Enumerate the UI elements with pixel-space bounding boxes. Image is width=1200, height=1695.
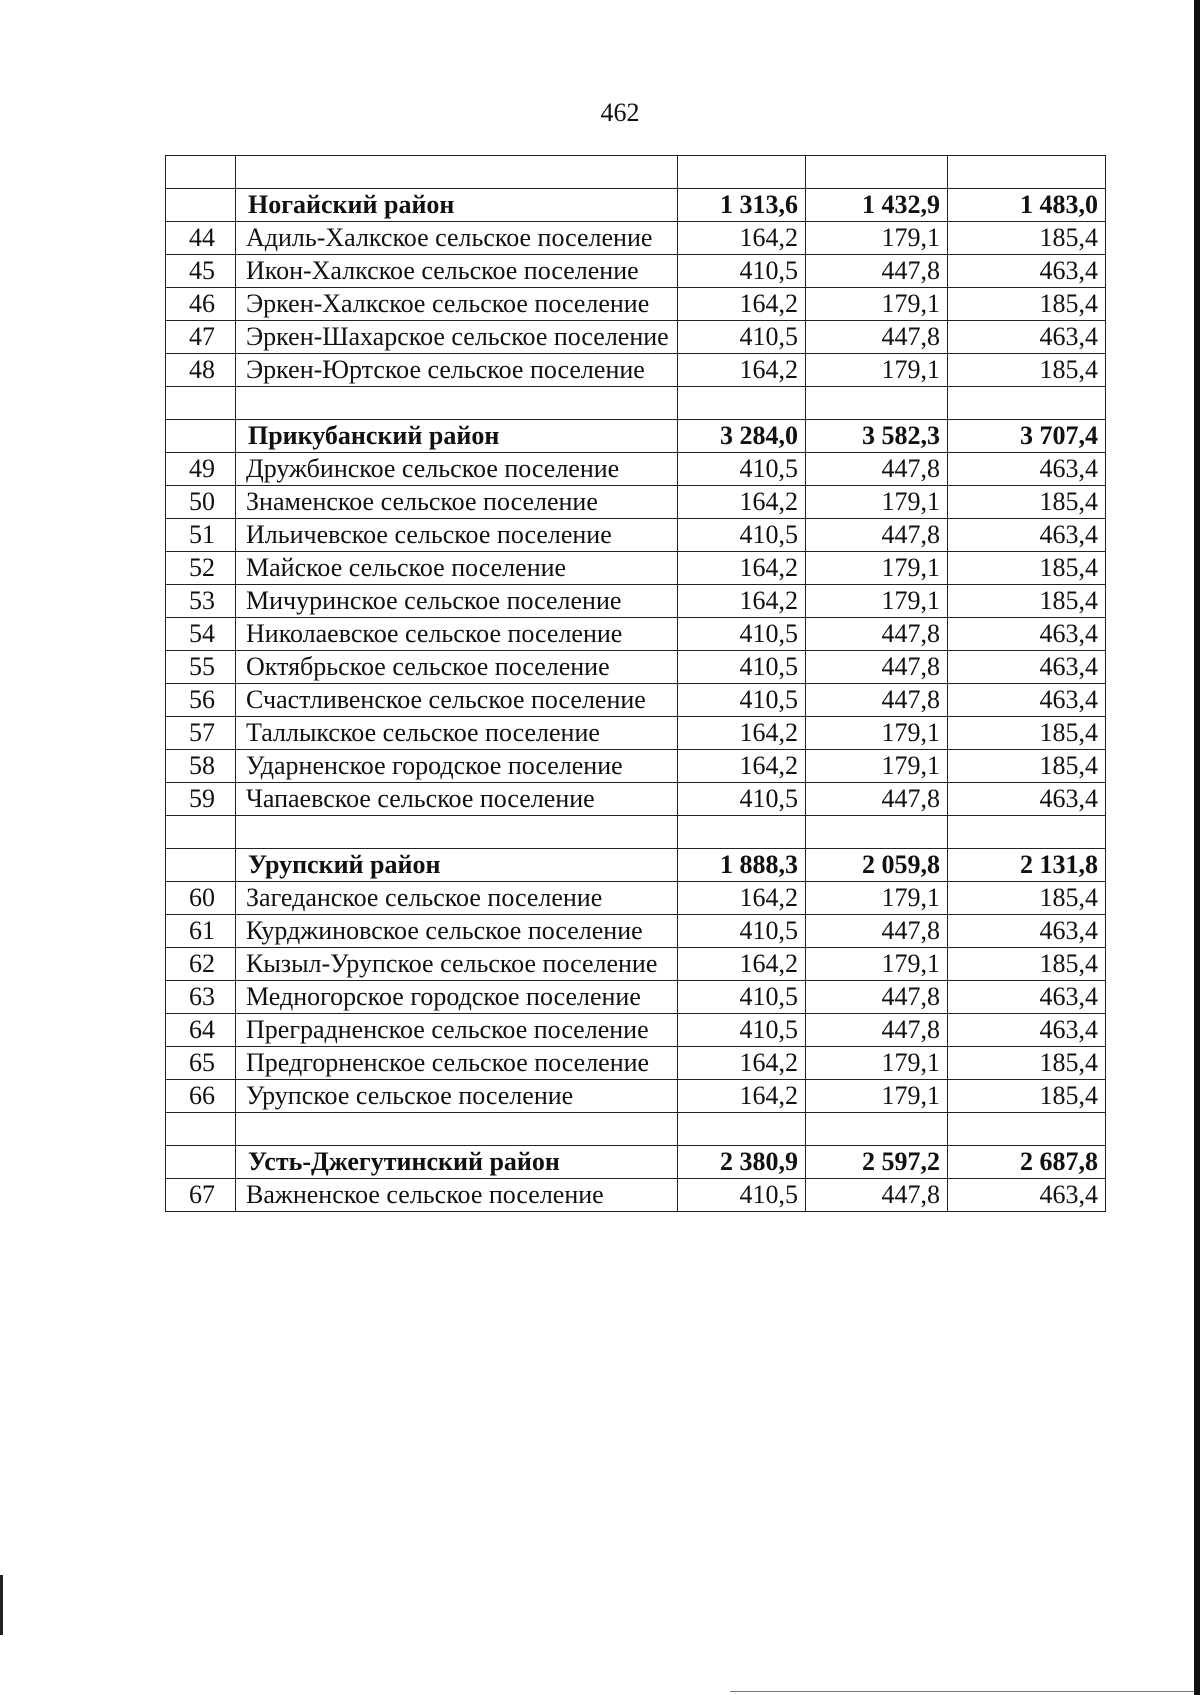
value-col2-cell: 179,1 <box>806 717 948 750</box>
value-col1-cell: 410,5 <box>678 1179 806 1212</box>
value-col1-cell: 3 284,0 <box>678 420 806 453</box>
value-col2-cell: 447,8 <box>806 684 948 717</box>
row-number-cell: 58 <box>166 750 236 783</box>
row-number-cell: 64 <box>166 1014 236 1047</box>
value-col2-cell: 179,1 <box>806 288 948 321</box>
value-col2-cell: 447,8 <box>806 255 948 288</box>
value-col1-cell: 1 888,3 <box>678 849 806 882</box>
empty-cell <box>236 816 678 849</box>
value-col2-cell: 447,8 <box>806 915 948 948</box>
value-col3-cell: 185,4 <box>948 1047 1106 1080</box>
value-col1-cell: 164,2 <box>678 552 806 585</box>
value-col3-cell: 3 707,4 <box>948 420 1106 453</box>
row-number-cell: 63 <box>166 981 236 1014</box>
row-number-cell: 45 <box>166 255 236 288</box>
value-col3-cell: 463,4 <box>948 1014 1106 1047</box>
row-number-cell: 59 <box>166 783 236 816</box>
district-total-row <box>166 420 1106 453</box>
value-col2-cell: 447,8 <box>806 453 948 486</box>
empty-cell <box>806 1113 948 1146</box>
value-col2-cell: 2 059,8 <box>806 849 948 882</box>
value-col2-cell: 1 432,9 <box>806 189 948 222</box>
value-col1-cell: 164,2 <box>678 354 806 387</box>
page-number: 462 <box>600 98 640 127</box>
value-col1-cell: 410,5 <box>678 618 806 651</box>
value-col2-cell: 179,1 <box>806 552 948 585</box>
settlement-name-cell: Эркен-Шахарское сельское поселение <box>236 321 678 354</box>
value-col2-cell: 447,8 <box>806 1179 948 1212</box>
value-col1-cell: 164,2 <box>678 486 806 519</box>
settlement-row <box>166 651 1106 684</box>
settlement-row <box>166 717 1106 750</box>
value-col3-cell: 185,4 <box>948 750 1106 783</box>
empty-cell <box>678 1113 806 1146</box>
settlement-row <box>166 585 1106 618</box>
value-col2-cell: 179,1 <box>806 585 948 618</box>
value-col1-cell: 164,2 <box>678 1080 806 1113</box>
row-number-cell: 60 <box>166 882 236 915</box>
value-col3-cell: 463,4 <box>948 321 1106 354</box>
value-col1-cell: 410,5 <box>678 519 806 552</box>
empty-cell <box>166 816 236 849</box>
row-number-cell: 48 <box>166 354 236 387</box>
value-col3-cell: 463,4 <box>948 783 1106 816</box>
settlement-name-cell: Знаменское сельское поселение <box>236 486 678 519</box>
value-col3-cell: 463,4 <box>948 915 1106 948</box>
value-col1-cell: 410,5 <box>678 915 806 948</box>
settlement-name-cell: Чапаевское сельское поселение <box>236 783 678 816</box>
value-col1-cell: 1 313,6 <box>678 189 806 222</box>
value-col1-cell: 410,5 <box>678 981 806 1014</box>
value-col3-cell: 185,4 <box>948 354 1106 387</box>
settlement-row <box>166 222 1106 255</box>
value-col1-cell: 410,5 <box>678 783 806 816</box>
value-col1-cell: 410,5 <box>678 453 806 486</box>
value-col3-cell: 463,4 <box>948 453 1106 486</box>
value-col3-cell: 1 483,0 <box>948 189 1106 222</box>
row-number-cell: 67 <box>166 1179 236 1212</box>
settlement-name-cell: Счастливенское сельское поселение <box>236 684 678 717</box>
value-col3-cell: 463,4 <box>948 684 1106 717</box>
settlement-name-cell: Икон-Халкское сельское поселение <box>236 255 678 288</box>
budget-table-body <box>166 156 1106 1212</box>
settlement-name-cell: Медногорское городское поселение <box>236 981 678 1014</box>
value-col3-cell: 463,4 <box>948 618 1106 651</box>
row-number-cell <box>166 420 236 453</box>
empty-cell <box>948 387 1106 420</box>
empty-cell <box>166 1113 236 1146</box>
settlement-name-cell: Преградненское сельское поселение <box>236 1014 678 1047</box>
empty-cell <box>166 387 236 420</box>
value-col3-cell: 185,4 <box>948 717 1106 750</box>
row-number-cell <box>166 849 236 882</box>
empty-cell <box>948 1113 1106 1146</box>
value-col3-cell: 463,4 <box>948 651 1106 684</box>
value-col2-cell: 447,8 <box>806 981 948 1014</box>
value-col3-cell: 2 687,8 <box>948 1146 1106 1179</box>
value-col2-cell: 179,1 <box>806 1080 948 1113</box>
scan-bottom-line <box>730 1691 1194 1692</box>
value-col3-cell: 185,4 <box>948 585 1106 618</box>
settlement-row <box>166 684 1106 717</box>
value-col1-cell: 164,2 <box>678 882 806 915</box>
district-total-row <box>166 849 1106 882</box>
settlement-name-cell: Урупское сельское поселение <box>236 1080 678 1113</box>
settlement-row <box>166 750 1106 783</box>
settlement-name-cell: Ударненское городское поселение <box>236 750 678 783</box>
value-col3-cell: 463,4 <box>948 981 1106 1014</box>
row-number-cell: 52 <box>166 552 236 585</box>
value-col3-cell: 463,4 <box>948 519 1106 552</box>
empty-cell <box>166 156 236 189</box>
value-col2-cell: 447,8 <box>806 1014 948 1047</box>
value-col3-cell: 185,4 <box>948 222 1106 255</box>
settlement-name-cell: Майское сельское поселение <box>236 552 678 585</box>
settlement-row <box>166 255 1106 288</box>
row-number-cell: 62 <box>166 948 236 981</box>
settlement-row <box>166 552 1106 585</box>
empty-cell <box>948 156 1106 189</box>
settlement-row <box>166 321 1106 354</box>
value-col2-cell: 179,1 <box>806 750 948 783</box>
settlement-name-cell: Предгорненское сельское поселение <box>236 1047 678 1080</box>
value-col2-cell: 179,1 <box>806 948 948 981</box>
settlement-row <box>166 915 1106 948</box>
value-col1-cell: 410,5 <box>678 255 806 288</box>
row-number-cell: 57 <box>166 717 236 750</box>
district-name-cell: Прикубанский район <box>236 420 678 453</box>
settlement-row <box>166 1047 1106 1080</box>
row-number-cell: 56 <box>166 684 236 717</box>
district-total-row <box>166 1146 1106 1179</box>
row-number-cell: 66 <box>166 1080 236 1113</box>
scan-edge-bar <box>1194 0 1200 1695</box>
empty-cell <box>678 387 806 420</box>
settlement-row <box>166 948 1106 981</box>
value-col1-cell: 164,2 <box>678 288 806 321</box>
row-number-cell: 54 <box>166 618 236 651</box>
value-col2-cell: 179,1 <box>806 1047 948 1080</box>
settlement-name-cell: Ильичевское сельское поселение <box>236 519 678 552</box>
empty-cell <box>678 156 806 189</box>
value-col1-cell: 164,2 <box>678 222 806 255</box>
settlement-name-cell: Николаевское сельское поселение <box>236 618 678 651</box>
value-col2-cell: 179,1 <box>806 882 948 915</box>
settlement-row <box>166 1014 1106 1047</box>
district-name-cell: Усть-Джегутинский район <box>236 1146 678 1179</box>
value-col2-cell: 447,8 <box>806 618 948 651</box>
value-col1-cell: 164,2 <box>678 1047 806 1080</box>
value-col2-cell: 3 582,3 <box>806 420 948 453</box>
district-total-row <box>166 189 1106 222</box>
value-col1-cell: 410,5 <box>678 684 806 717</box>
row-number-cell <box>166 1146 236 1179</box>
settlement-name-cell: Эркен-Халкское сельское поселение <box>236 288 678 321</box>
value-col3-cell: 463,4 <box>948 1179 1106 1212</box>
value-col1-cell: 164,2 <box>678 750 806 783</box>
scan-edge-mark <box>0 1575 3 1635</box>
value-col1-cell: 410,5 <box>678 651 806 684</box>
settlement-name-cell: Эркен-Юртское сельское поселение <box>236 354 678 387</box>
row-number-cell: 46 <box>166 288 236 321</box>
row-number-cell: 53 <box>166 585 236 618</box>
settlement-row <box>166 1080 1106 1113</box>
settlement-row <box>166 1179 1106 1212</box>
row-number-cell: 65 <box>166 1047 236 1080</box>
settlement-row <box>166 288 1106 321</box>
value-col3-cell: 185,4 <box>948 882 1106 915</box>
empty-cell <box>948 816 1106 849</box>
value-col1-cell: 410,5 <box>678 1014 806 1047</box>
settlement-name-cell: Октябрьское сельское поселение <box>236 651 678 684</box>
settlement-row <box>166 783 1106 816</box>
value-col2-cell: 447,8 <box>806 321 948 354</box>
settlement-name-cell: Курджиновское сельское поселение <box>236 915 678 948</box>
row-number-cell: 55 <box>166 651 236 684</box>
value-col3-cell: 185,4 <box>948 288 1106 321</box>
empty-cell <box>236 156 678 189</box>
spacer-row <box>166 816 1106 849</box>
budget-table-container <box>165 155 1105 1212</box>
value-col3-cell: 2 131,8 <box>948 849 1106 882</box>
value-col3-cell: 185,4 <box>948 948 1106 981</box>
empty-cell <box>806 387 948 420</box>
settlement-name-cell: Адиль-Халкское сельское поселение <box>236 222 678 255</box>
value-col1-cell: 164,2 <box>678 948 806 981</box>
settlement-name-cell: Загеданское сельское поселение <box>236 882 678 915</box>
spacer-row <box>166 387 1106 420</box>
settlement-name-cell: Кызыл-Урупское сельское поселение <box>236 948 678 981</box>
value-col1-cell: 164,2 <box>678 717 806 750</box>
budget-table <box>165 155 1106 1212</box>
value-col2-cell: 447,8 <box>806 651 948 684</box>
settlement-row <box>166 453 1106 486</box>
empty-cell <box>236 1113 678 1146</box>
settlement-name-cell: Дружбинское сельское поселение <box>236 453 678 486</box>
settlement-row <box>166 981 1106 1014</box>
row-number-cell: 50 <box>166 486 236 519</box>
value-col2-cell: 179,1 <box>806 354 948 387</box>
district-name-cell: Урупский район <box>236 849 678 882</box>
row-number-cell <box>166 189 236 222</box>
settlement-row <box>166 882 1106 915</box>
settlement-row <box>166 354 1106 387</box>
settlement-row <box>166 618 1106 651</box>
empty-cell <box>806 156 948 189</box>
settlement-name-cell: Важненское сельское поселение <box>236 1179 678 1212</box>
empty-cell <box>806 816 948 849</box>
value-col2-cell: 2 597,2 <box>806 1146 948 1179</box>
settlement-name-cell: Мичуринское сельское поселение <box>236 585 678 618</box>
row-number-cell: 47 <box>166 321 236 354</box>
value-col3-cell: 185,4 <box>948 1080 1106 1113</box>
row-number-cell: 44 <box>166 222 236 255</box>
settlement-name-cell: Таллыкское сельское поселение <box>236 717 678 750</box>
value-col2-cell: 447,8 <box>806 519 948 552</box>
settlement-row <box>166 486 1106 519</box>
settlement-row <box>166 519 1106 552</box>
value-col2-cell: 179,1 <box>806 222 948 255</box>
value-col1-cell: 2 380,9 <box>678 1146 806 1179</box>
value-col2-cell: 179,1 <box>806 486 948 519</box>
spacer-row <box>166 156 1106 189</box>
value-col2-cell: 447,8 <box>806 783 948 816</box>
value-col3-cell: 463,4 <box>948 255 1106 288</box>
value-col3-cell: 185,4 <box>948 486 1106 519</box>
value-col1-cell: 410,5 <box>678 321 806 354</box>
value-col1-cell: 164,2 <box>678 585 806 618</box>
district-name-cell: Ногайский район <box>236 189 678 222</box>
empty-cell <box>236 387 678 420</box>
row-number-cell: 51 <box>166 519 236 552</box>
empty-cell <box>678 816 806 849</box>
row-number-cell: 61 <box>166 915 236 948</box>
row-number-cell: 49 <box>166 453 236 486</box>
value-col3-cell: 185,4 <box>948 552 1106 585</box>
spacer-row <box>166 1113 1106 1146</box>
